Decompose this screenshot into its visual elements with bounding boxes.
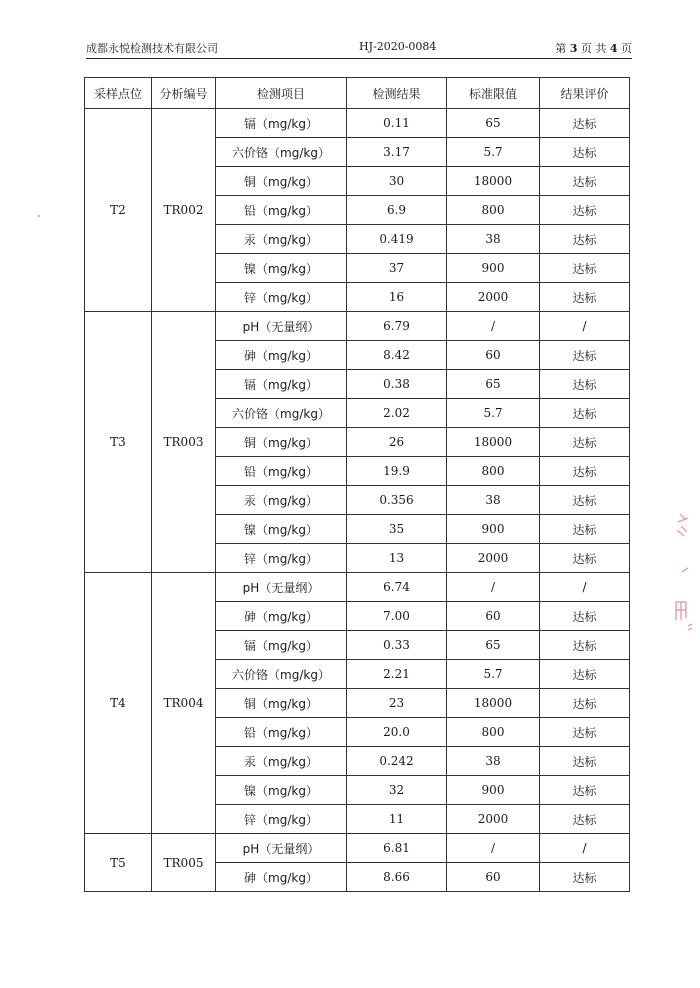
result-evaluation: / <box>540 834 630 863</box>
test-item: 六价铬（mg/kg） <box>216 660 347 689</box>
result-evaluation: 达标 <box>540 167 630 196</box>
test-item: 铜（mg/kg） <box>216 689 347 718</box>
sampling-site: T5 <box>85 834 152 892</box>
header-divider <box>86 58 632 59</box>
table-row <box>85 312 630 341</box>
standard-limit: 60 <box>447 602 540 631</box>
standard-limit: / <box>447 573 540 602</box>
test-result: 8.42 <box>347 341 447 370</box>
test-result: 35 <box>347 515 447 544</box>
standard-limit: 5.7 <box>447 660 540 689</box>
test-result: 7.00 <box>347 602 447 631</box>
page-suffix: 页 <box>621 42 632 55</box>
page-current: 3 <box>569 42 578 55</box>
result-evaluation: 达标 <box>540 196 630 225</box>
test-item: pH（无量纲） <box>216 834 347 863</box>
standard-limit: 5.7 <box>447 138 540 167</box>
standard-limit: 38 <box>447 486 540 515</box>
result-evaluation: 达标 <box>540 341 630 370</box>
test-result: 2.02 <box>347 399 447 428</box>
result-evaluation: 达标 <box>540 660 630 689</box>
standard-limit: 65 <box>447 109 540 138</box>
test-item: 铅（mg/kg） <box>216 196 347 225</box>
test-item: 镉（mg/kg） <box>216 109 347 138</box>
result-evaluation: 达标 <box>540 515 630 544</box>
test-item: 六价铬（mg/kg） <box>216 399 347 428</box>
result-evaluation: 达标 <box>540 254 630 283</box>
seal-icon <box>676 514 692 630</box>
page-total: 4 <box>609 42 618 55</box>
test-result: 0.38 <box>347 370 447 399</box>
test-item: pH（无量纲） <box>216 312 347 341</box>
company-name: 成都永悦检测技术有限公司 <box>86 42 218 55</box>
analysis-code: TR005 <box>152 834 216 892</box>
test-result: 0.356 <box>347 486 447 515</box>
page-middle: 页 共 <box>580 42 607 55</box>
result-evaluation: 达标 <box>540 486 630 515</box>
test-result: 37 <box>347 254 447 283</box>
test-result: 23 <box>347 689 447 718</box>
test-item: 锌（mg/kg） <box>216 283 347 312</box>
test-item: 镉（mg/kg） <box>216 631 347 660</box>
standard-limit: 800 <box>447 457 540 486</box>
test-result: 32 <box>347 776 447 805</box>
result-evaluation: 达标 <box>540 776 630 805</box>
test-item: 锌（mg/kg） <box>216 544 347 573</box>
test-item: 砷（mg/kg） <box>216 602 347 631</box>
table-body <box>85 109 630 892</box>
standard-limit: 65 <box>447 370 540 399</box>
result-evaluation: 达标 <box>540 747 630 776</box>
result-evaluation: 达标 <box>540 805 630 834</box>
test-result: 0.33 <box>347 631 447 660</box>
standard-limit: 60 <box>447 341 540 370</box>
test-item: 六价铬（mg/kg） <box>216 138 347 167</box>
test-item: 铅（mg/kg） <box>216 718 347 747</box>
report-number: HJ-2020-0084 <box>359 40 437 53</box>
page-prefix: 第 <box>555 42 567 55</box>
test-result: 11 <box>347 805 447 834</box>
result-evaluation: / <box>540 312 630 341</box>
test-item: 汞（mg/kg） <box>216 747 347 776</box>
standard-limit: / <box>447 312 540 341</box>
test-item: 砷（mg/kg） <box>216 863 347 892</box>
result-evaluation: 达标 <box>540 138 630 167</box>
result-evaluation: 达标 <box>540 428 630 457</box>
sampling-site: T4 <box>85 573 152 834</box>
test-result: 8.66 <box>347 863 447 892</box>
standard-limit: 900 <box>447 254 540 283</box>
test-item: 铅（mg/kg） <box>216 457 347 486</box>
result-evaluation: 达标 <box>540 863 630 892</box>
test-result: 26 <box>347 428 447 457</box>
results-table <box>84 77 630 892</box>
standard-limit: 65 <box>447 631 540 660</box>
table-row <box>85 834 630 863</box>
test-item: 汞（mg/kg） <box>216 486 347 515</box>
test-result: 30 <box>347 167 447 196</box>
sampling-site: T2 <box>85 109 152 312</box>
result-evaluation: 达标 <box>540 602 630 631</box>
standard-limit: 2000 <box>447 544 540 573</box>
test-result: 0.242 <box>347 747 447 776</box>
test-result: 20.0 <box>347 718 447 747</box>
test-result: 6.9 <box>347 196 447 225</box>
result-evaluation: 达标 <box>540 399 630 428</box>
standard-limit: 18000 <box>447 428 540 457</box>
test-item: 镍（mg/kg） <box>216 776 347 805</box>
page-header <box>86 38 632 58</box>
standard-limit: 38 <box>447 225 540 254</box>
standard-limit: 2000 <box>447 283 540 312</box>
test-result: 0.11 <box>347 109 447 138</box>
analysis-code: TR003 <box>152 312 216 573</box>
header-item: 检测项目 <box>216 78 347 109</box>
table-row <box>85 109 630 138</box>
page-indicator <box>555 40 632 56</box>
test-item: 铜（mg/kg） <box>216 167 347 196</box>
test-item: 砷（mg/kg） <box>216 341 347 370</box>
test-result: 2.21 <box>347 660 447 689</box>
test-result: 6.81 <box>347 834 447 863</box>
test-result: 6.79 <box>347 312 447 341</box>
standard-limit: 2000 <box>447 805 540 834</box>
test-result: 13 <box>347 544 447 573</box>
standard-limit: 18000 <box>447 167 540 196</box>
standard-limit: 800 <box>447 196 540 225</box>
standard-limit: 900 <box>447 776 540 805</box>
table-row <box>85 573 630 602</box>
standard-limit: 18000 <box>447 689 540 718</box>
result-evaluation: 达标 <box>540 631 630 660</box>
standard-limit: 900 <box>447 515 540 544</box>
test-item: 锌（mg/kg） <box>216 805 347 834</box>
test-item: 镉（mg/kg） <box>216 370 347 399</box>
test-item: 镍（mg/kg） <box>216 515 347 544</box>
result-evaluation: 达标 <box>540 109 630 138</box>
result-evaluation: 达标 <box>540 370 630 399</box>
stamp-fragment <box>672 510 696 640</box>
header-limit: 标准限值 <box>447 78 540 109</box>
scan-speck <box>38 215 40 217</box>
test-item: 铜（mg/kg） <box>216 428 347 457</box>
standard-limit: 38 <box>447 747 540 776</box>
header-site: 采样点位 <box>85 78 152 109</box>
analysis-code: TR004 <box>152 573 216 834</box>
result-evaluation: 达标 <box>540 689 630 718</box>
standard-limit: / <box>447 834 540 863</box>
standard-limit: 60 <box>447 863 540 892</box>
result-evaluation: 达标 <box>540 457 630 486</box>
header-result: 检测结果 <box>347 78 447 109</box>
table-header-row <box>85 78 630 109</box>
header-eval: 结果评价 <box>540 78 630 109</box>
result-evaluation: 达标 <box>540 544 630 573</box>
test-result: 19.9 <box>347 457 447 486</box>
analysis-code: TR002 <box>152 109 216 312</box>
test-result: 16 <box>347 283 447 312</box>
standard-limit: 5.7 <box>447 399 540 428</box>
test-item: pH（无量纲） <box>216 573 347 602</box>
result-evaluation: 达标 <box>540 225 630 254</box>
test-result: 3.17 <box>347 138 447 167</box>
test-result: 6.74 <box>347 573 447 602</box>
result-evaluation: / <box>540 573 630 602</box>
standard-limit: 800 <box>447 718 540 747</box>
header-code: 分析编号 <box>152 78 216 109</box>
test-item: 镍（mg/kg） <box>216 254 347 283</box>
test-result: 0.419 <box>347 225 447 254</box>
test-item: 汞（mg/kg） <box>216 225 347 254</box>
result-evaluation: 达标 <box>540 283 630 312</box>
result-evaluation: 达标 <box>540 718 630 747</box>
sampling-site: T3 <box>85 312 152 573</box>
